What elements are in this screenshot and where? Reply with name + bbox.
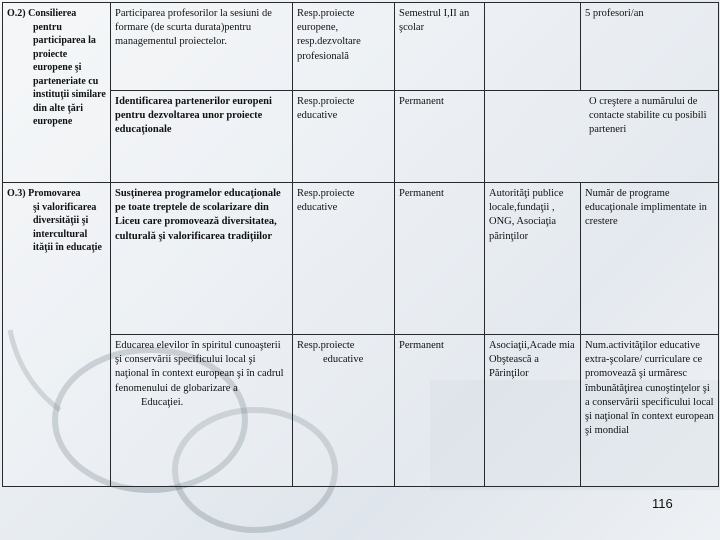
page-number: 116 (652, 496, 673, 511)
action-cell (111, 3, 293, 91)
indicator-text: 5 profesori/an (585, 8, 644, 19)
responsible-text: Resp.proiecte (297, 340, 355, 351)
table-row (3, 91, 719, 183)
responsible-cell (293, 3, 395, 91)
indicator-text: Număr de programe educaţionale implimentate in crestere (585, 188, 707, 228)
responsible-cell (293, 335, 395, 487)
action-text: Educarea elevilor în spiritul cunoaşterii şi conservării specificului local şi naţional în context european şi în cadrul fenomenului de globarizare a (115, 340, 284, 394)
indicator-cell (581, 335, 719, 487)
partners-cell (485, 183, 581, 335)
responsible-text: Resp.proiecte educative (297, 96, 355, 122)
objective-title: O.3) Promovarea (7, 188, 81, 199)
objective-title: O.2) Consilierea (7, 8, 77, 19)
indicator-text: Num.activităţilor educative extra-şcolare/ curriculare ce promovează şi urmăresc îmbunătăţirea cunoştinţelor şi a conservării specificului local şi naţional în context european şi mondial (585, 340, 714, 437)
table-row (3, 335, 719, 487)
action-text-end: Educaţiei. (141, 396, 184, 408)
indicator-cell (485, 91, 719, 183)
responsible-text: Resp.proiecte educative (297, 188, 355, 214)
period-cell (395, 3, 485, 91)
objective-text: pentru participarea la proiecte europene şi parteneriate cu instituţii similare din alte ţări europene (33, 21, 106, 127)
action-text: Identificarea partenerilor europeni pentru dezvoltarea unor proiecte educaţionale (115, 96, 272, 136)
period-text: Semestrul I,II an şcolar (399, 8, 470, 34)
partners-cell (485, 335, 581, 487)
objective-cell (3, 3, 111, 183)
period-text: Permanent (399, 96, 444, 107)
action-text: Susţinerea programelor educaţionale pe toate treptele de scolarizare din Liceu care promovează diversitatea, culturală şi valorificarea tradiţiilor (115, 188, 281, 242)
objective-cell (3, 183, 111, 487)
responsible-cell (293, 183, 395, 335)
period-cell (395, 335, 485, 487)
period-cell (395, 183, 485, 335)
indicator-cell (581, 183, 719, 335)
action-cell (111, 91, 293, 183)
period-text: Permanent (399, 340, 444, 351)
indicator-text: O creştere a numărului de contacte stabilite cu posibili parteneri (589, 96, 707, 136)
indicator-cell (581, 3, 719, 91)
period-cell (395, 91, 485, 183)
partners-text: Autorităţi publice locale,fundaţii , ONG, Asociaţia părinţilor (489, 188, 564, 242)
table-row (3, 183, 719, 335)
responsible-text-end: educative (323, 354, 364, 366)
action-plan-table (2, 2, 719, 487)
action-cell (111, 183, 293, 335)
responsible-cell (293, 91, 395, 183)
table-row (3, 3, 719, 91)
action-text: Participarea profesorilor la sesiuni de formare (de scurta durata)pentru managementul proiectelor. (115, 8, 272, 48)
period-text: Permanent (399, 188, 444, 199)
partners-cell (485, 3, 581, 91)
action-cell (111, 335, 293, 487)
partners-text: Asociaţii,Acade mia Obştească a Părinţilor (489, 340, 575, 380)
responsible-text: Resp.proiecte europene, resp.dezvoltare profesională (297, 8, 361, 62)
objective-text: şi valorificarea diversităţii şi intercultural ităţii în educaţie (33, 201, 102, 253)
